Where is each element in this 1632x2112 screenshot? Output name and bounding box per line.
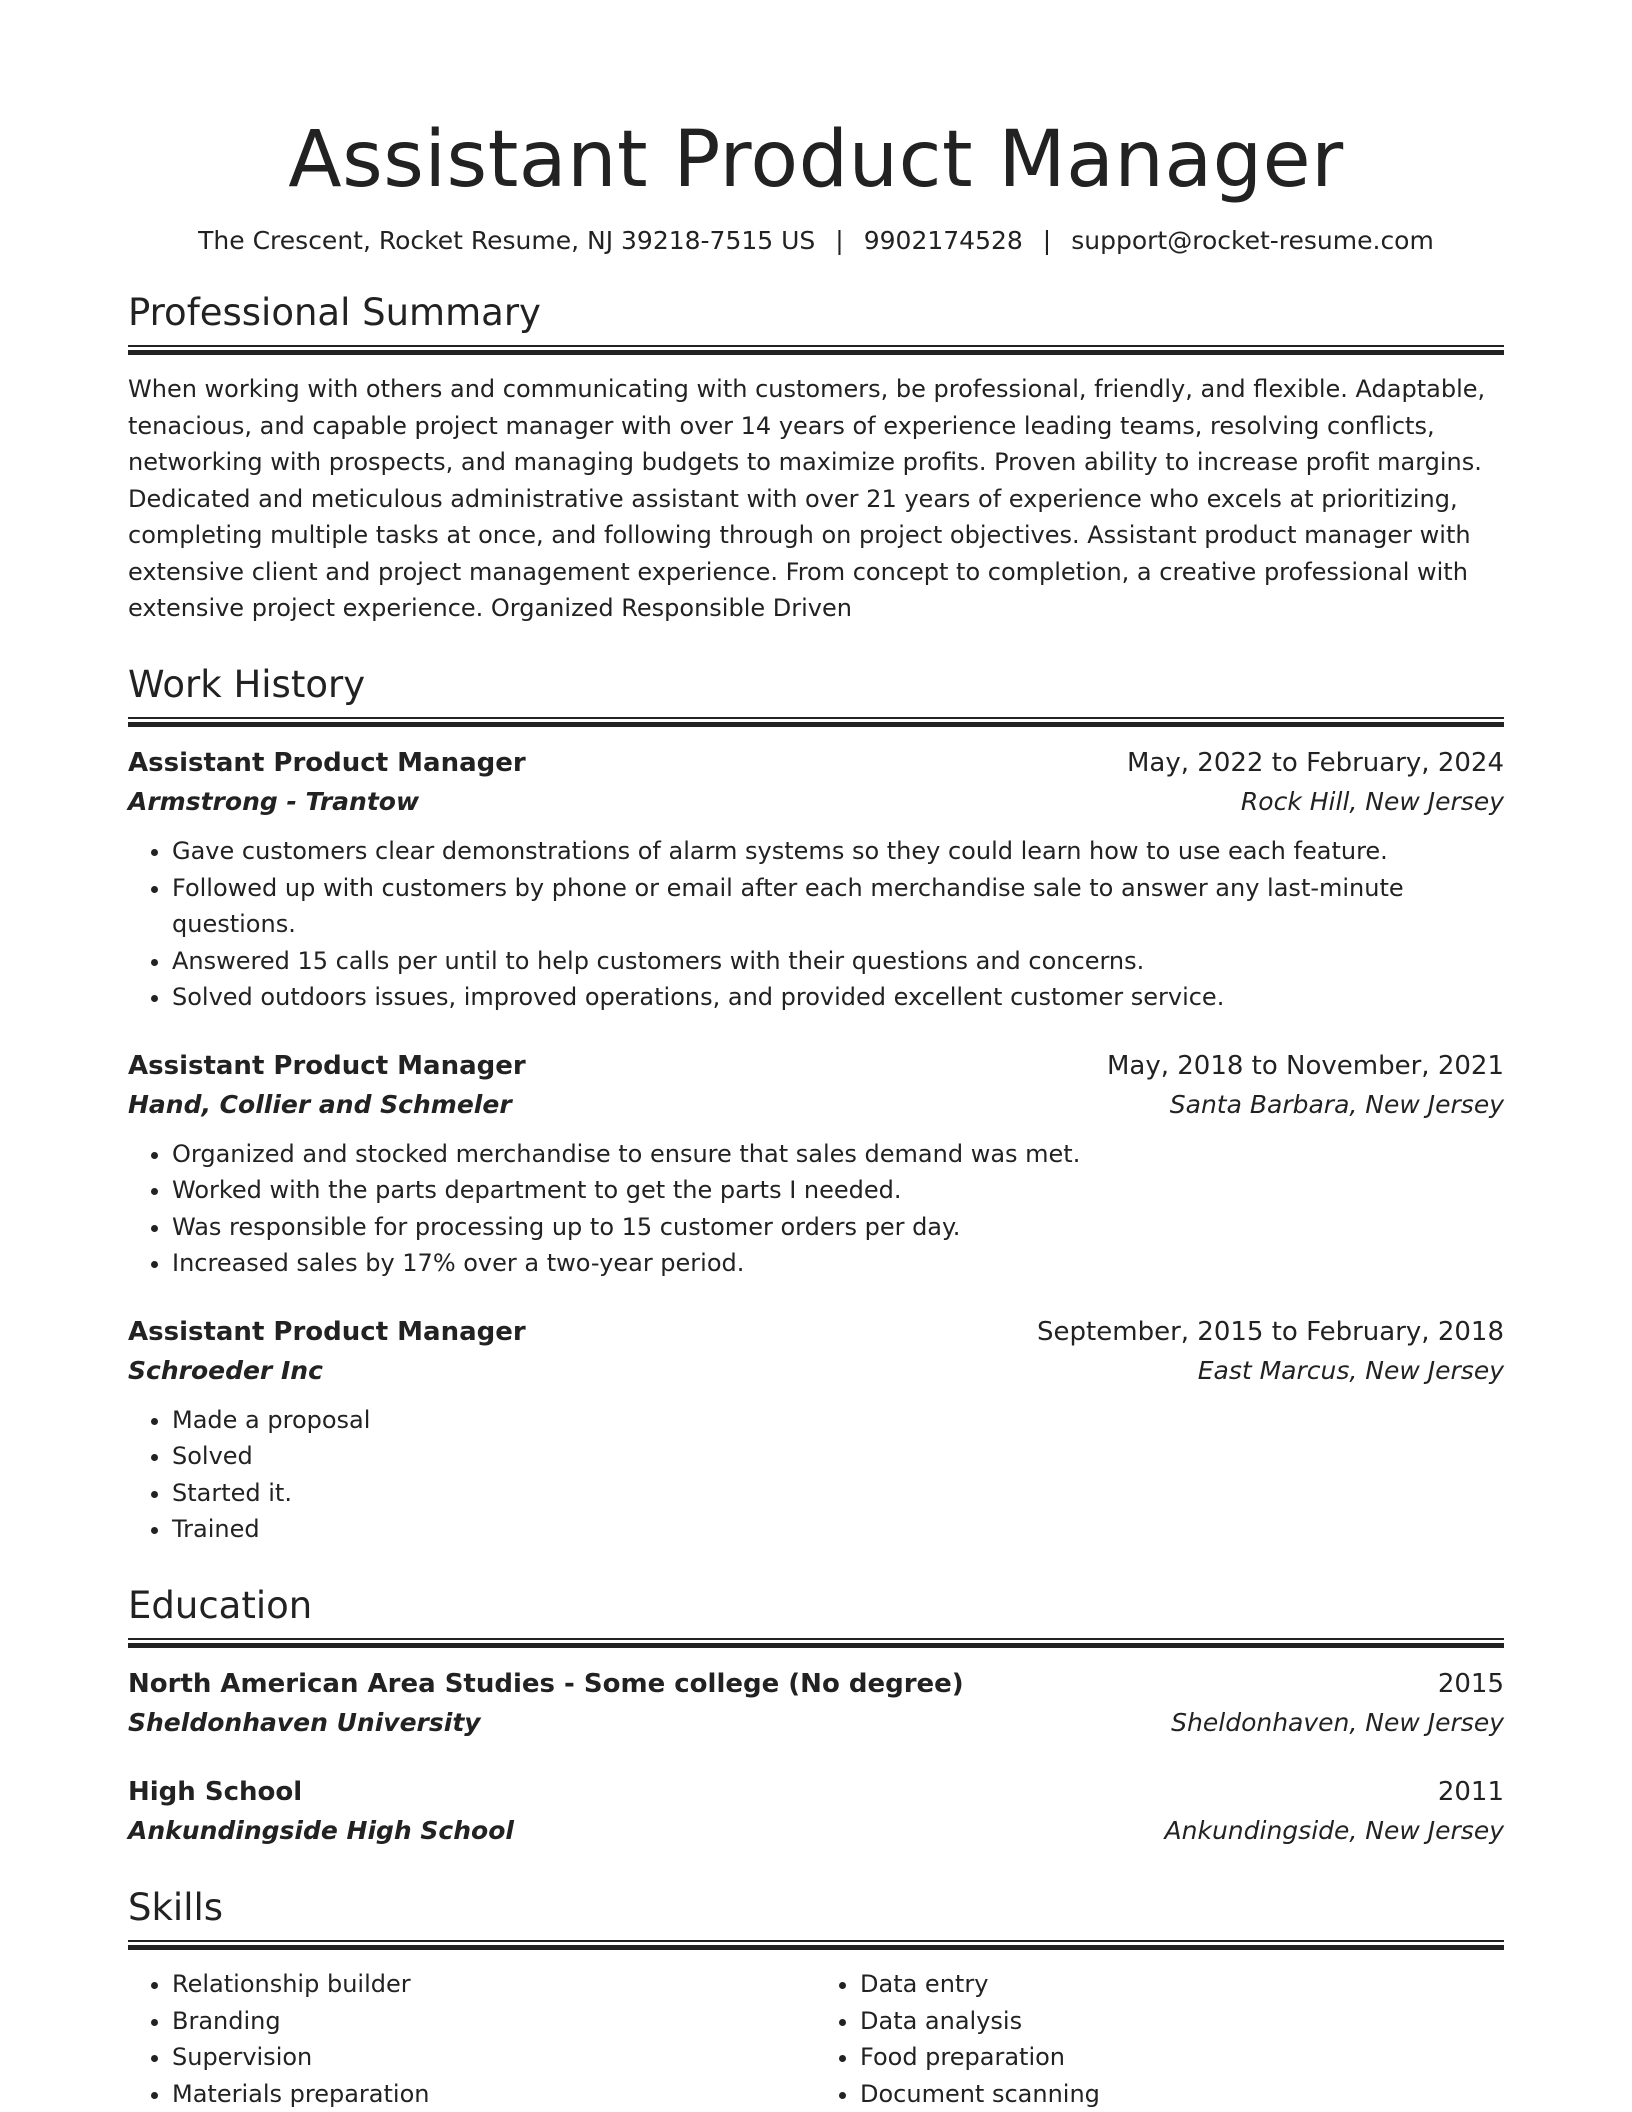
job-bullet: • Made a proposal [172,1402,1504,1439]
skills-list-left [128,1966,816,2112]
job-bullet: • Started it. [172,1475,1504,1512]
job-bullets [128,833,1504,1016]
job-bullet: • Followed up with customers by phone or email after each merchandise sale to answer any last-minute questions. [172,870,1504,943]
education-school: Sheldonhaven University [128,1707,481,1737]
education-degree: High School [128,1776,303,1807]
skill-item: • Branding [172,2003,816,2040]
skill-item: • Supervision [172,2039,816,2076]
job-bullet: • Organized and stocked merchandise to ensure that sales demand was met. [172,1136,1504,1173]
job-bullets [128,1136,1504,1282]
section-divider [128,717,1504,727]
skill-item: • Materials preparation [172,2076,816,2112]
job-bullet: • Worked with the parts department to get the parts I needed. [172,1172,1504,1209]
education-school: Ankundingside High School [128,1815,514,1845]
job-dates: September, 2015 to February, 2018 [1037,1316,1504,1347]
skill-item: • Document scanning [860,2076,1504,2112]
resume-name: Assistant Product Manager [288,115,1344,205]
section-heading-skills: Skills [128,1885,224,1929]
summary-section [128,291,1504,627]
job-company-row [128,783,1504,821]
job-header-row [128,743,1504,783]
contact-address: The Crescent, Rocket Resume, NJ 39218-7515 US [198,225,816,255]
job-location: Rock Hill, New Jersey [1240,787,1504,817]
job-company: Armstrong - Trantow [128,787,420,817]
job-bullet: • Trained [172,1511,1504,1548]
contact-separator: | [1042,225,1052,255]
skill-item: • Food preparation [860,2039,1504,2076]
education-year: 2015 [1437,1668,1504,1699]
section-heading-work: Work History [128,662,366,706]
job-entry [128,743,1504,1016]
skill-item: • Relationship builder [172,1966,816,2003]
work-history-section [128,663,1504,1548]
job-title: Assistant Product Manager [128,1050,526,1081]
section-divider [128,1638,1504,1648]
job-location: East Marcus, New Jersey [1197,1355,1504,1385]
job-header-row [128,1046,1504,1086]
education-entry [128,1664,1504,1742]
job-bullet: • Increased sales by 17% over a two-year period. [172,1245,1504,1282]
section-divider [128,1940,1504,1950]
section-heading-summary: Professional Summary [128,290,541,334]
job-company-row [128,1352,1504,1390]
education-entry [128,1772,1504,1850]
job-bullet: • Solved [172,1438,1504,1475]
education-school-row [128,1704,1504,1742]
education-header-row [128,1772,1504,1812]
education-section [128,1584,1504,1850]
skills-list-right [816,1966,1504,2112]
job-bullet: • Gave customers clear demonstrations of alarm systems so they could learn how to use each feature. [172,833,1504,870]
summary-text: When working with others and communicating with customers, be professional, friendly, and flexible. Adaptable, tenacious, and capable project manager with over 14 years of experience leading teams, resolving conflicts, networking with prospects, and managing budgets to maximize profits. Proven ability to increase profit margins. Dedicated and meticulous administrative assistant with over 21 years of experience who excels at prioritizing, completing multiple tasks at once, and following through on project objectives. Assistant product manager with extensive client and project management experience. From concept to completion, a creative professional with extensive project experience. Organized Responsible Driven [128,375,1486,623]
skill-item: • Data analysis [860,2003,1504,2040]
contact-phone: 9902174528 [863,225,1023,255]
job-bullet: • Solved outdoors issues, improved operations, and provided excellent customer service. [172,979,1504,1016]
contact-line [128,226,1504,255]
job-entry [128,1046,1504,1282]
job-bullets [128,1402,1504,1548]
job-dates: May, 2018 to November, 2021 [1106,1050,1504,1081]
job-title: Assistant Product Manager [128,748,526,779]
job-location: Santa Barbara, New Jersey [1169,1089,1504,1119]
contact-separator: | [835,225,844,255]
education-location: Ankundingside, New Jersey [1164,1815,1504,1845]
job-entry [128,1312,1504,1548]
job-bullet: • Was responsible for processing up to 15 customer orders per day. [172,1209,1504,1246]
education-school-row [128,1812,1504,1850]
education-header-row [128,1664,1504,1704]
job-title: Assistant Product Manager [128,1316,526,1347]
job-company-row [128,1086,1504,1124]
job-company: Hand, Collier and Schmeler [128,1089,512,1119]
education-degree: North American Area Studies - Some college (No degree) [128,1668,964,1699]
skill-item: • Data entry [860,1966,1504,2003]
job-company: Schroeder Inc [128,1355,323,1385]
section-heading-education: Education [128,1583,313,1627]
education-year: 2011 [1437,1776,1504,1807]
skills-columns [128,1966,1504,2112]
contact-email[interactable]: support@rocket-resume.com [1071,225,1434,255]
job-dates: May, 2022 to February, 2024 [1127,748,1504,779]
job-bullet: • Answered 15 calls per until to help customers with their questions and concerns. [172,943,1504,980]
section-divider [128,345,1504,355]
education-location: Sheldonhaven, New Jersey [1171,1707,1504,1737]
skills-section [128,1886,1504,2112]
job-header-row [128,1312,1504,1352]
